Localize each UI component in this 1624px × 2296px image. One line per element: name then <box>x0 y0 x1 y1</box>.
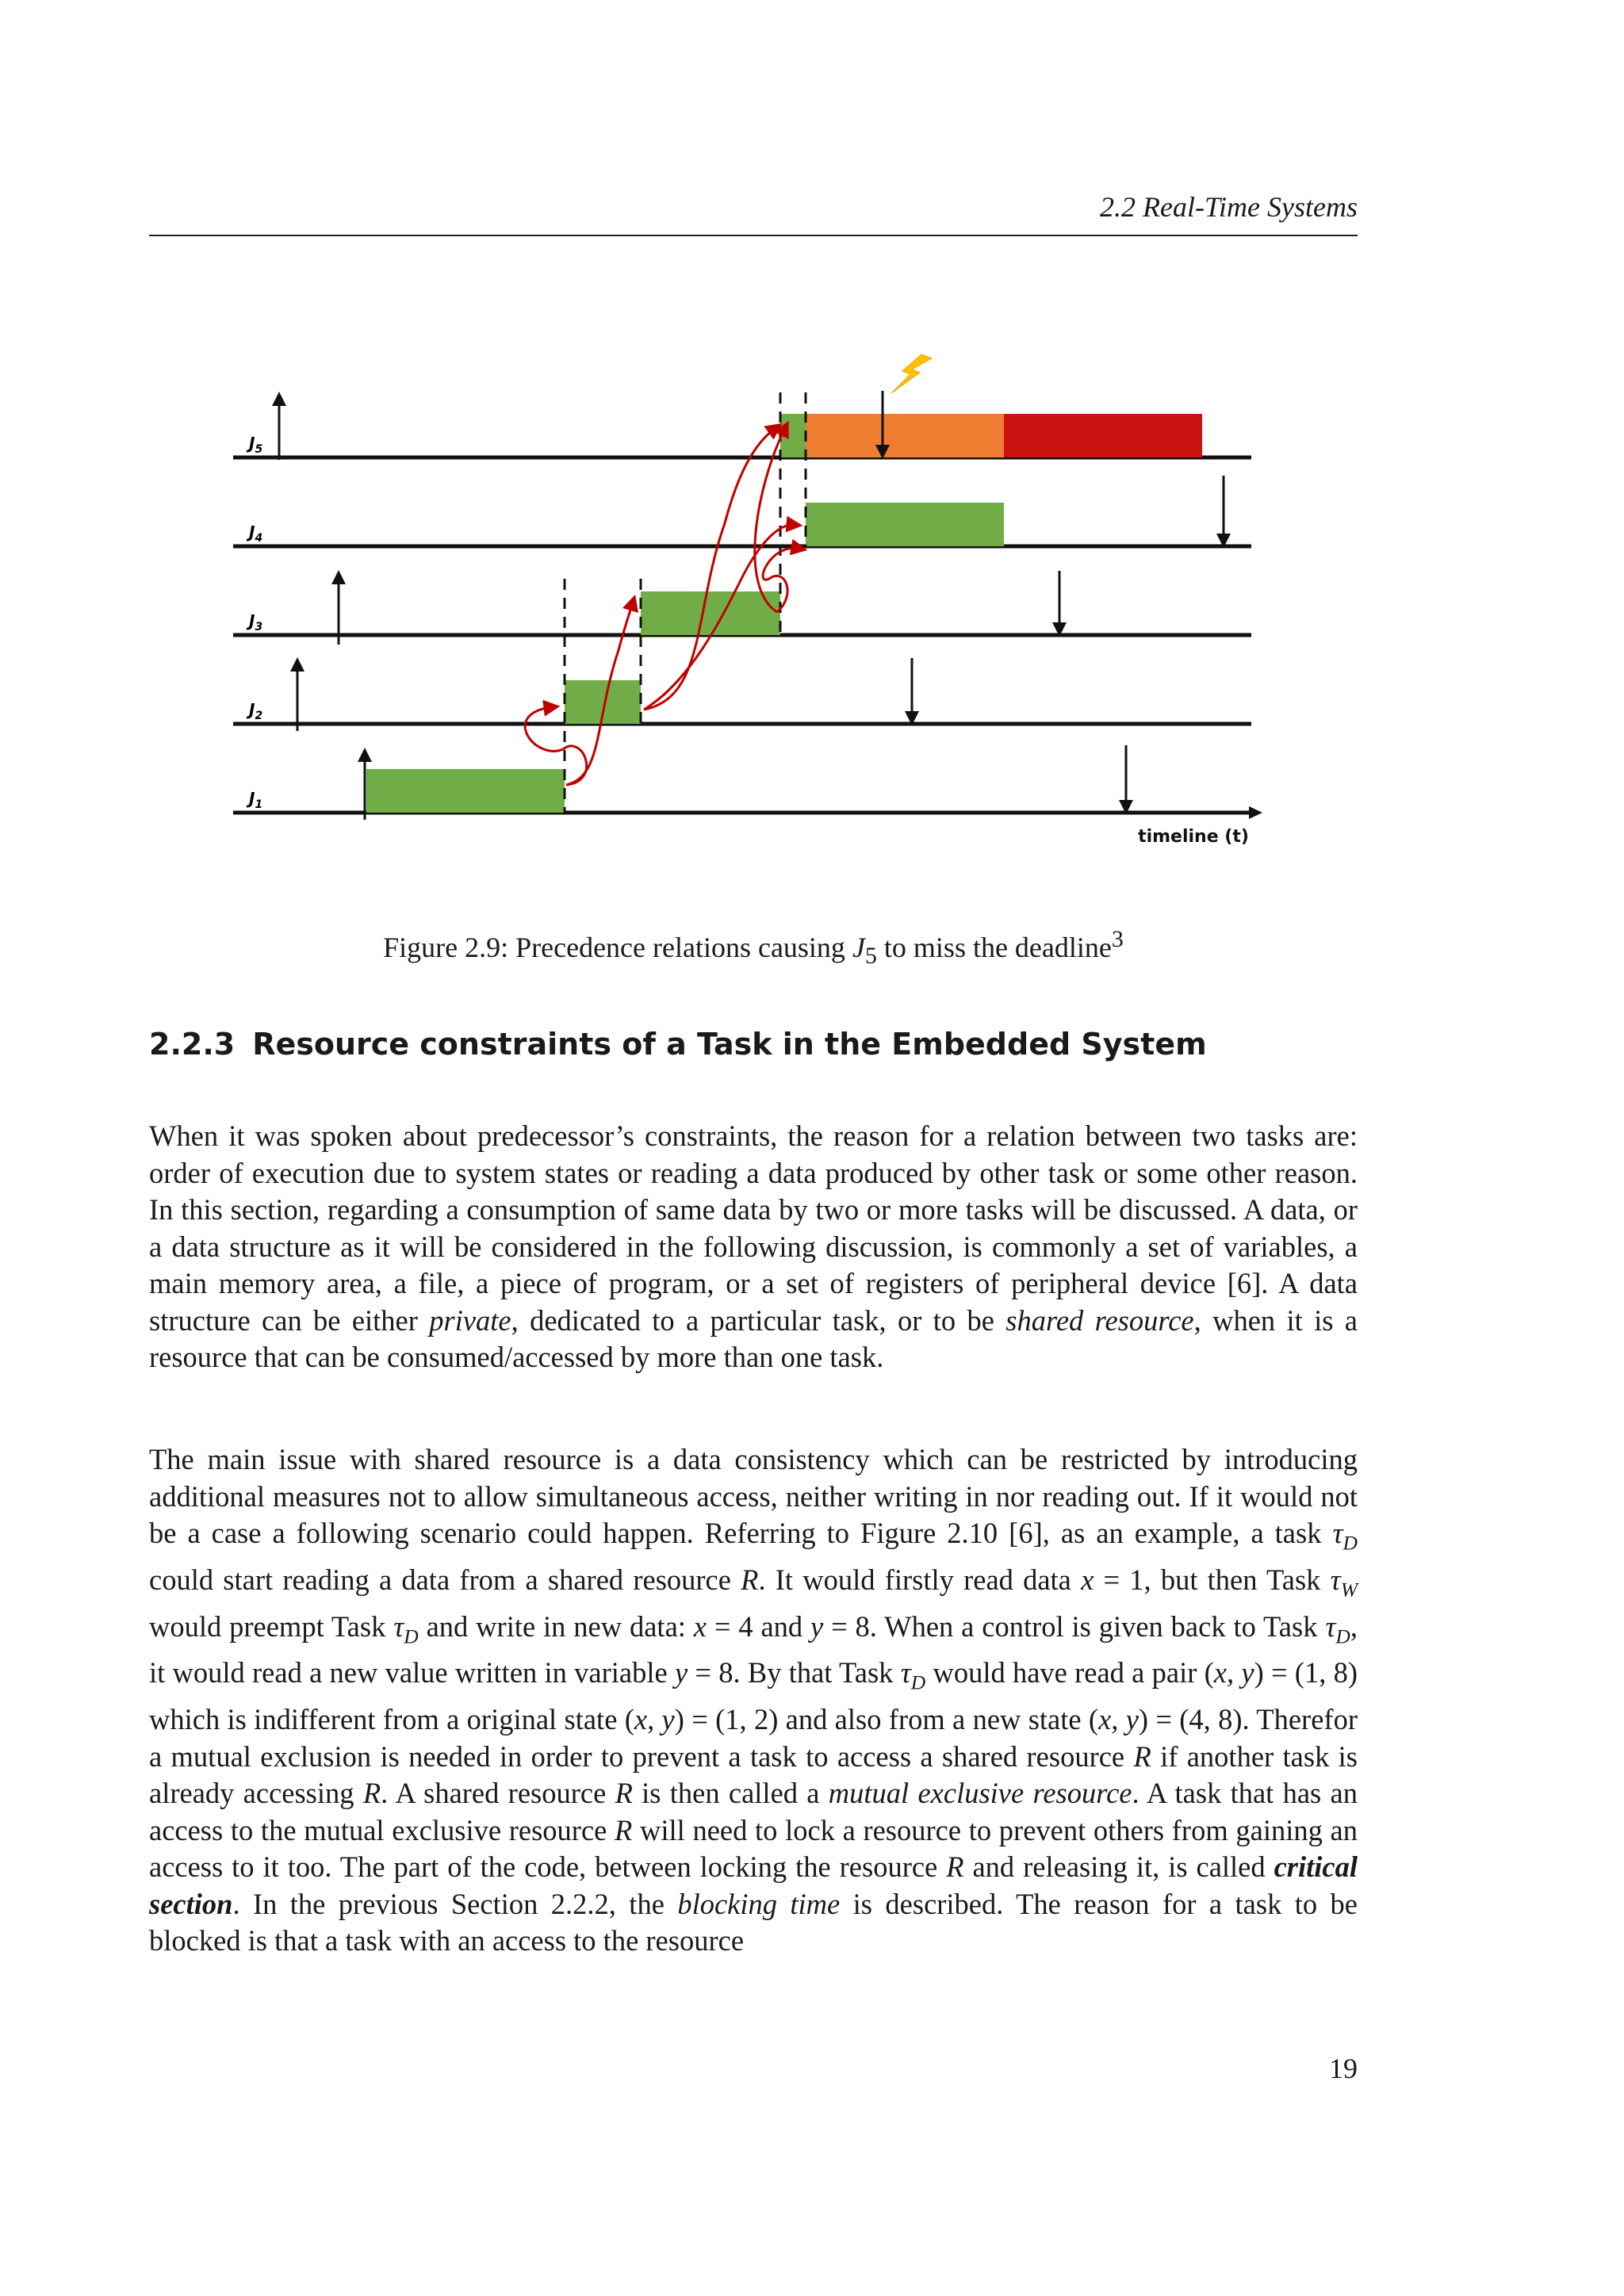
precedence-figure <box>230 349 1300 856</box>
text-run: x, y <box>1098 1703 1139 1736</box>
section-heading <box>149 1027 1358 1062</box>
text-run: x <box>1081 1563 1094 1596</box>
text-run: R <box>615 1813 633 1846</box>
text-run: R <box>741 1563 759 1596</box>
text-run: = 8. When a control is given back to Task <box>823 1609 1326 1643</box>
text-run: ) = (1, 2) and also from a new state ( <box>674 1703 1099 1736</box>
lightning-icon <box>891 354 932 393</box>
text-run: τ <box>1332 1517 1343 1549</box>
text-run: When it was spoken about predecessor’s constraints, the reason for a relation between two tasks are: order of execution due to system states or reading a data produced by other task or some other reason. In this section, regarding a consumption of same data by two or more tasks will be discussed. A data, or a data structure as it will be considered in the following discussion, is commonly a set of variables, a main memory area, a file, a piece of program, or a set of registers of peripheral device [6]. A data structure can be either <box>149 1119 1358 1337</box>
text-run: if another task is already accessing <box>149 1739 1358 1810</box>
text-run: could start reading a data from a shared resource <box>149 1563 741 1596</box>
text-run: is then called a <box>632 1777 829 1810</box>
text-run: . A task that has an access to the mutual exclusive resource <box>149 1777 1358 1846</box>
running-header: 2.2 Real-Time Systems <box>1100 191 1358 223</box>
bar-j4 <box>806 503 1004 546</box>
job-label-j5: $J_5$ <box>249 434 263 456</box>
text-run: D <box>910 1670 926 1694</box>
text-run: , when it is a resource that can be consumed/accessed by more than one task. <box>149 1303 1358 1373</box>
caption-subscript: 5 <box>864 943 877 970</box>
text-run: critical section <box>149 1850 1358 1920</box>
paragraph-2 <box>149 1441 1358 1960</box>
text-run: blocking time <box>677 1887 841 1920</box>
text-run: W <box>1340 1578 1358 1601</box>
job-label-j4: $J_4$ <box>249 522 263 545</box>
timeline-arrowhead <box>1249 806 1262 819</box>
header-rule <box>149 235 1358 236</box>
text-run: ) = (4, 8). Therefor a mutual exclusion is needed in order to prevent a task to access a shared resource <box>149 1703 1358 1773</box>
text-run: R <box>1133 1739 1151 1773</box>
text-run: will need to lock a resource to prevent others from gaining an access to it too. The part of the code, between locking the resource <box>149 1813 1358 1884</box>
text-run: R <box>615 1777 633 1810</box>
section-number: 2.2.3 <box>149 1027 236 1062</box>
text-run: D <box>1335 1624 1350 1647</box>
text-run: and releasing it, is called <box>963 1850 1274 1884</box>
text-run: . In the previous Section 2.2.2, the <box>232 1887 678 1920</box>
release-arrows <box>279 399 365 820</box>
text-run: τ <box>900 1656 911 1689</box>
text-run: x <box>693 1609 707 1643</box>
page-number: 19 <box>1329 2053 1358 2084</box>
text-run: = 1, but then Task <box>1094 1563 1331 1596</box>
caption-footnote: 3 <box>1111 926 1124 952</box>
figure-caption <box>149 926 1358 970</box>
job-label-j3: $J_3$ <box>249 611 263 633</box>
text-run: is described. The reason for a task to be blocked is that a task with an access to the resource <box>149 1887 1358 1957</box>
text-run: τ <box>1325 1609 1336 1643</box>
text-run: τ <box>1330 1563 1341 1596</box>
bar-j5-preempted <box>806 414 1004 457</box>
text-run: y <box>810 1609 824 1643</box>
bar-j1 <box>366 769 565 813</box>
text-run: . A shared resource <box>381 1777 615 1810</box>
text-run: The main issue with shared resource is a data consistency which can be restricted by introducing additional measures not to allow simultaneous access, neither writing in nor reading out. If it would not be a case a following scenario could happen. Referring to Figure 2.10 [6], as an example, a task <box>149 1443 1358 1549</box>
text-run: y <box>674 1656 688 1689</box>
bar-j3 <box>641 591 780 635</box>
text-run: D <box>1342 1531 1358 1555</box>
text-run: . It would firstly read data <box>758 1563 1082 1596</box>
timeline-label: timeline (t) <box>1138 827 1249 847</box>
paragraph-1 <box>149 1118 1358 1376</box>
caption-prefix: Figure 2.9: Precedence relations causing <box>383 932 852 963</box>
job-label-j2: $J_2$ <box>249 700 263 722</box>
text-run: R <box>946 1850 964 1884</box>
caption-suffix: to miss the deadline <box>876 932 1112 963</box>
text-run: x, y <box>634 1703 675 1736</box>
text-run: x, y <box>1213 1656 1254 1689</box>
caption-symbol: J <box>852 932 865 963</box>
bar-j5-start <box>780 414 806 457</box>
text-run: would preempt Task <box>149 1609 394 1643</box>
text-run: τ <box>393 1609 404 1643</box>
job-label-j1: $J_1$ <box>249 789 263 811</box>
bar-j5-overrun <box>1004 414 1202 457</box>
text-run: ) = (1, 8) which is indifferent from a original state ( <box>149 1656 1358 1736</box>
text-run: shared resource <box>1005 1303 1194 1337</box>
text-run: = 4 and <box>707 1609 811 1643</box>
text-run: mutual exclusive resource <box>828 1777 1132 1810</box>
text-run: private <box>429 1303 511 1337</box>
text-run: would have read a pair ( <box>925 1656 1214 1689</box>
execution-bars <box>366 414 1202 813</box>
text-run: D <box>404 1624 419 1647</box>
section-title: Resource constraints of a Task in the Embedded System <box>252 1027 1207 1062</box>
text-run: , dedicated to a particular task, or to be <box>511 1303 1006 1337</box>
text-run: , it would read a new value written in variable <box>149 1609 1358 1689</box>
text-run: and write in new data: <box>418 1609 694 1643</box>
text-run: = 8. By that Task <box>688 1656 901 1689</box>
job-labels <box>246 434 262 811</box>
text-run: R <box>362 1777 381 1810</box>
